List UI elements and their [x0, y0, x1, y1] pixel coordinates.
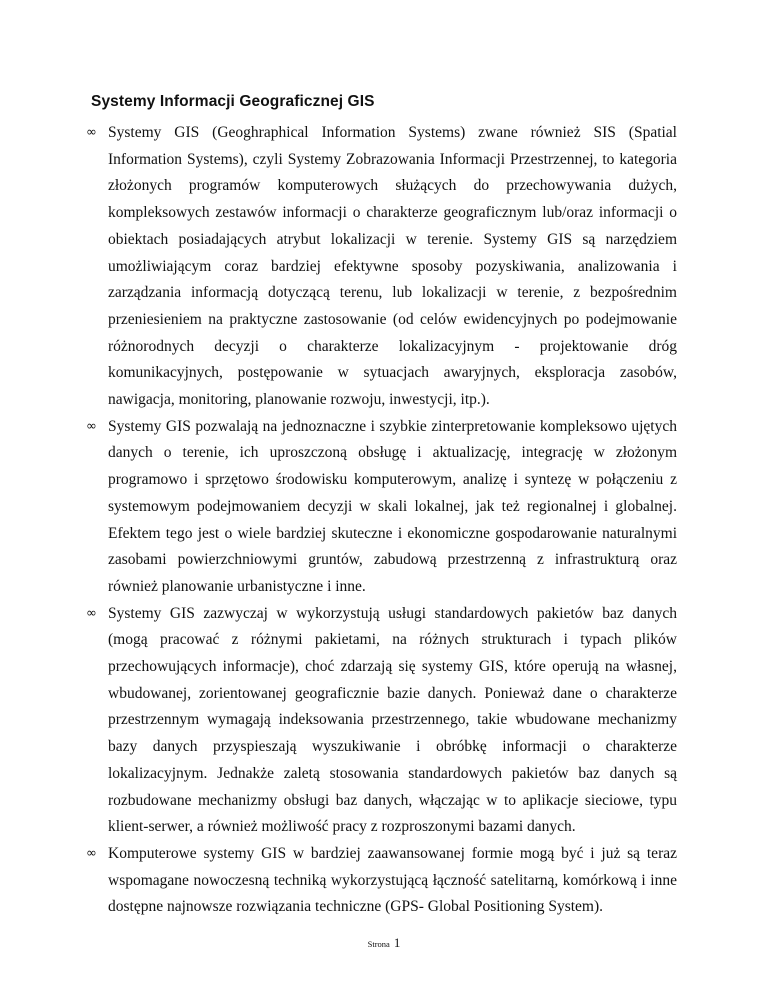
page-number: 1: [393, 935, 401, 950]
paragraph-text: Komputerowe systemy GIS w bardziej zaawansowanej formie mogą być i już są teraz wspomagane nowoczesną techniką wykorzystującą łączność satelitarną, komórkową i inne dostępne najnowsze rozwiązania techniczne (GPS- Global Positioning System).: [108, 844, 677, 916]
paragraph-text: Systemy GIS zazwyczaj w wykorzystują usługi standardowych pakietów baz danych (mogą pracować z różnymi pakietami, na różnych strukturach i typach plików przechowujących informacje), choć zdarzają się systemy GIS, które operują na własnej, wbudowanej, zorientowanej geograficznie bazie danych. Ponieważ dane o charakterze przestrzennym wymagają indeksowania przestrzennego, takie wbudowane mechanizmy bazy danych przyspieszają wyszukiwanie i obróbkę informacji o charakterze lokalizacyjnym. Jednakże zaletą stosowania standardowych pakietów baz danych są rozbudowane mechanizmy obsługi baz danych, włączając w to aplikacje sieciowe, typu klient-serwer, a również możliwość pracy z rozproszonymi bazami danych.: [108, 604, 677, 836]
page-title: Systemy Informacji Geograficznej GIS: [91, 93, 375, 110]
page-label: Strona: [367, 939, 390, 949]
infinity-bullet-icon: ∞: [86, 845, 97, 861]
paragraph-text: Systemy GIS (Geoghraphical Information Systems) zwane również SIS (Spatial Information Systems), czyli Systemy Zobrazowania Informacji Przestrzennej, to kategoria złożonych programów komputerowych służących do przechowywania dużych, kompleksowych zestawów informacji o charakterze geograficznym lub/oraz informacji o obiektach posiadających atrybut lokalizacji w terenie. Systemy GIS są narzędziem umożliwiającym coraz bardziej efektywne sposoby pozyskiwania, analizowania i zarządzania informacją dotyczącą terenu, lub lokalizacji w terenie, z bezpośrednim przeniesieniem na praktyczne zastosowanie (od celów ewidencyjnych po podejmowanie różnorodnych decyzji o charakterze lokalizacyjnym - projektowanie dróg komunikacyjnych, postępowanie w sytuacjach awaryjnych, eksploracja zasobów, nawigacja, monitoring, planowanie rozwoju, inwestycji, itp.).: [108, 124, 677, 409]
paragraph-text: Systemy GIS pozwalają na jednoznaczne i szybkie zinterpretowanie kompleksowo ujętych danych o terenie, ich uproszczoną obsługę i aktualizację, integrację w złożonym programowo i sprzętowo środowisku komputerowym, analizę i syntezę w połączeniu z systemowym podejmowaniem decyzji w skali lokalnej, jak też regionalnej i globalnej. Efektem tego jest o wiele bardziej skuteczne i ekonomiczne gospodarowanie naturalnymi zasobami powierzchniowymi gruntów, zabudową przestrzenną z infrastrukturą oraz również planowanie urbanistyczne i inne.: [108, 417, 677, 595]
list-item: [86, 841, 677, 921]
list-item: [86, 414, 677, 601]
list-item: [86, 601, 677, 841]
bullet-list: [0, 120, 768, 921]
infinity-bullet-icon: ∞: [86, 418, 97, 434]
infinity-bullet-icon: ∞: [86, 125, 97, 140]
page-footer: [0, 934, 768, 952]
infinity-bullet-icon: ∞: [86, 605, 97, 621]
list-item: [86, 120, 677, 414]
